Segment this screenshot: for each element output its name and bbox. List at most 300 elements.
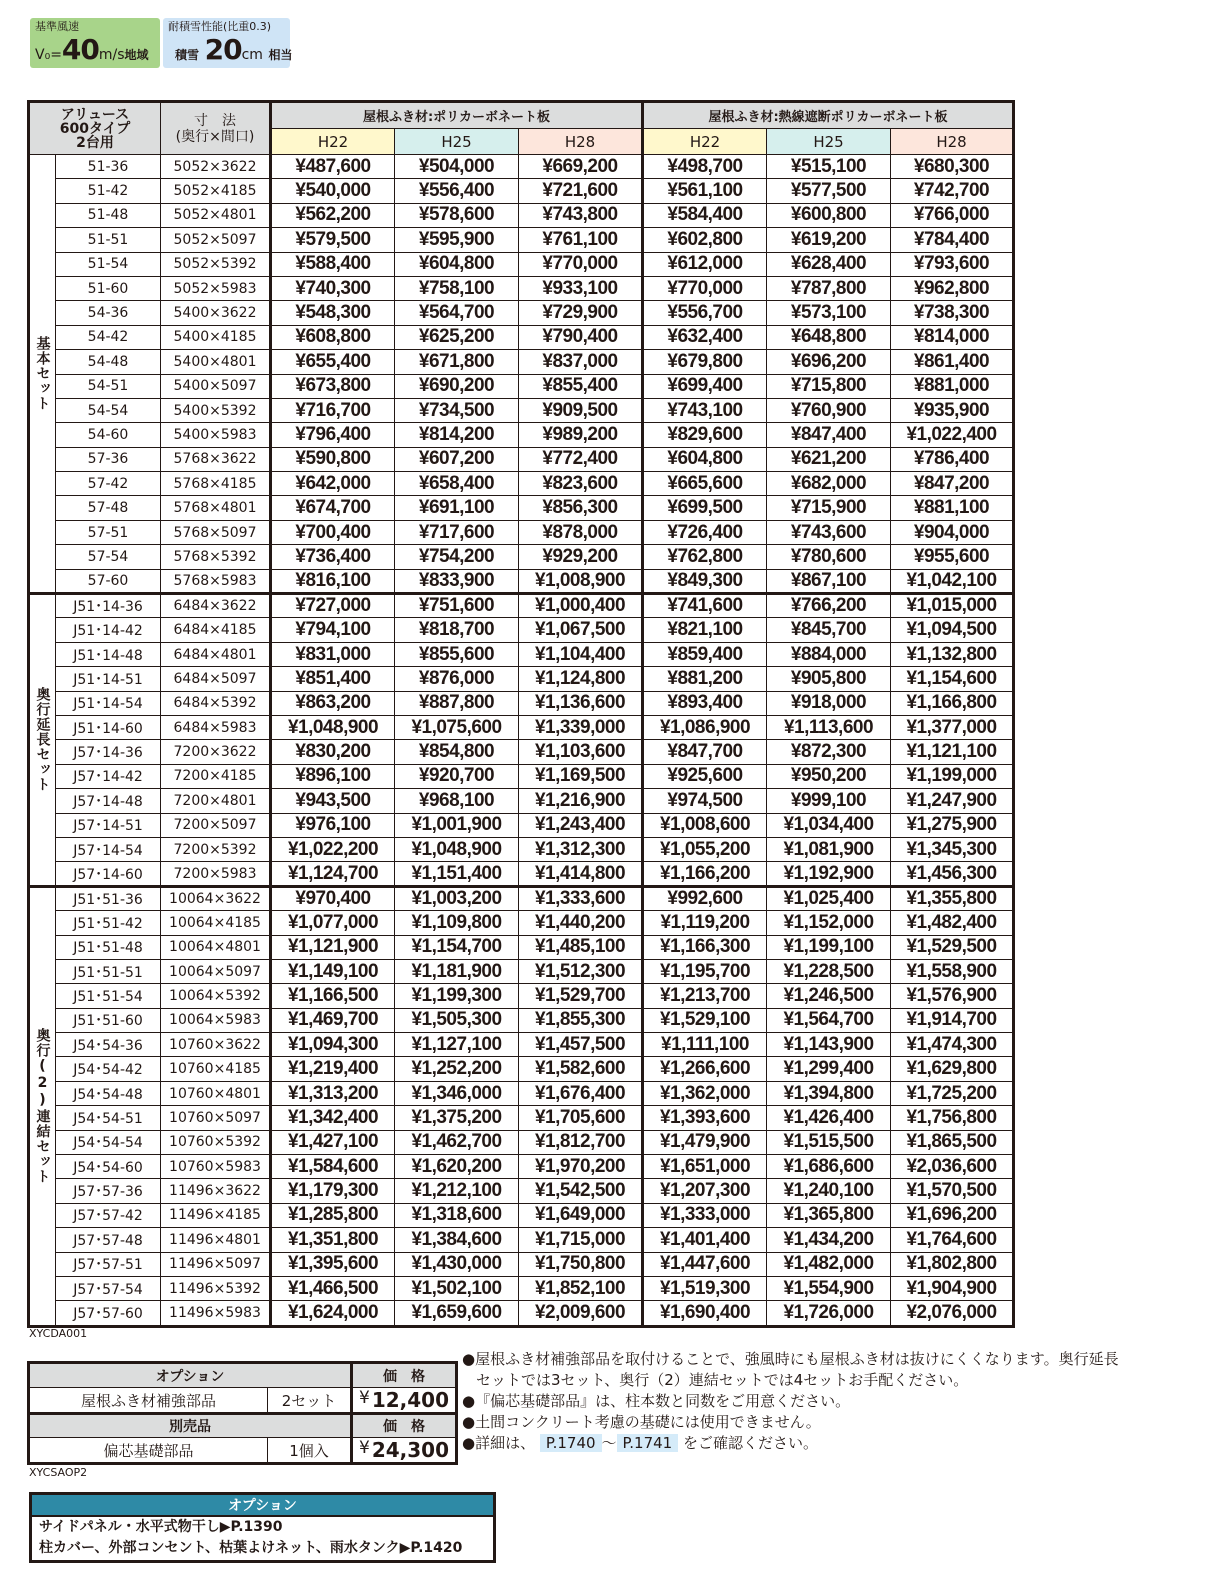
price-cell: ¥758,100 xyxy=(395,276,519,300)
price-cell: ¥1,022,200 xyxy=(271,837,395,861)
note-2: ●『偏芯基礎部品』は、柱本数と同数をご用意ください。 xyxy=(462,1392,851,1410)
price-cell: ¥619,200 xyxy=(767,228,891,252)
price-cell: ¥849,300 xyxy=(643,569,767,593)
price-cell: ¥1,195,700 xyxy=(643,959,767,983)
price-cell: ¥1,094,300 xyxy=(271,1033,395,1057)
note-1: ●屋根ふき材補強部品を取付けることで、強風時にも屋根ふき材は抜けにくくなります。奥行延長 xyxy=(462,1350,1119,1368)
price-cell: ¥833,900 xyxy=(395,569,519,593)
price-cell: ¥855,400 xyxy=(519,374,643,398)
size-cell: 10760×5983 xyxy=(161,1155,271,1179)
price-cell: ¥1,299,400 xyxy=(767,1057,891,1081)
wind-speed-label: 基準風速 xyxy=(35,20,79,33)
price-cell: ¥700,400 xyxy=(271,520,395,544)
price-cell: ¥727,000 xyxy=(271,594,395,618)
model-cell: 54-51 xyxy=(56,374,161,398)
price-cell: ¥604,800 xyxy=(643,447,767,471)
separate-item-qty: 1個入 xyxy=(268,1438,352,1463)
table-row xyxy=(30,496,1013,520)
table-row xyxy=(30,301,1013,325)
model-cell: J51･14-54 xyxy=(56,691,161,715)
size-cell: 10760×4801 xyxy=(161,1081,271,1105)
price-cell: ¥1,342,400 xyxy=(271,1106,395,1130)
price-cell: ¥1,075,600 xyxy=(395,715,519,739)
price-cell: ¥1,313,200 xyxy=(271,1081,395,1105)
price-cell: ¥935,900 xyxy=(891,398,1013,422)
table-row xyxy=(30,472,1013,496)
price-cell: ¥1,479,900 xyxy=(643,1130,767,1154)
price-cell: ¥1,151,400 xyxy=(395,862,519,886)
model-cell: J54･54-60 xyxy=(56,1155,161,1179)
price-cell: ¥556,400 xyxy=(395,179,519,203)
price-cell: ¥1,067,500 xyxy=(519,618,643,642)
price-cell: ¥1,109,800 xyxy=(395,911,519,935)
price-cell: ¥515,100 xyxy=(767,155,891,179)
price-cell: ¥1,651,000 xyxy=(643,1155,767,1179)
price-cell: ¥1,529,700 xyxy=(519,984,643,1008)
size-cell: 11496×4185 xyxy=(161,1203,271,1227)
price-cell: ¥847,700 xyxy=(643,740,767,764)
model-cell: J57･57-42 xyxy=(56,1203,161,1227)
price-cell: ¥780,600 xyxy=(767,545,891,569)
model-cell: 57-54 xyxy=(56,545,161,569)
price-cell: ¥1,228,500 xyxy=(767,959,891,983)
price-cell: ¥943,500 xyxy=(271,789,395,813)
price-cell: ¥847,200 xyxy=(891,472,1013,496)
price-cell: ¥1,143,900 xyxy=(767,1033,891,1057)
size-cell: 10064×3622 xyxy=(161,886,271,910)
table-row xyxy=(30,398,1013,422)
dimension-header: 寸 法 (奥行×間口) xyxy=(161,103,271,155)
table-row xyxy=(30,155,1013,179)
option-ref-line-1: サイドパネル・水平式物干し▶P.1390 xyxy=(39,1519,283,1535)
size-cell: 10760×4185 xyxy=(161,1057,271,1081)
size-cell: 5052×3622 xyxy=(161,155,271,179)
model-cell: 57-36 xyxy=(56,447,161,471)
price-cell: ¥680,300 xyxy=(891,155,1013,179)
table-row xyxy=(30,764,1013,788)
price-cell: ¥929,200 xyxy=(519,545,643,569)
model-cell: 57-51 xyxy=(56,520,161,544)
price-cell: ¥573,100 xyxy=(767,301,891,325)
price-cell: ¥578,600 xyxy=(395,203,519,227)
price-cell: ¥741,600 xyxy=(643,594,767,618)
price-cell: ¥1,576,900 xyxy=(891,984,1013,1008)
page-link-1740[interactable]: P.1740 xyxy=(540,1434,602,1452)
price-cell: ¥989,200 xyxy=(519,423,643,447)
price-cell: ¥1,086,900 xyxy=(643,715,767,739)
price-cell: ¥743,100 xyxy=(643,398,767,422)
table-row xyxy=(30,691,1013,715)
option-item-qty: 2セット xyxy=(268,1388,352,1414)
table-row xyxy=(30,886,1013,910)
size-cell: 10760×5097 xyxy=(161,1106,271,1130)
separate-item-name: 偏芯基礎部品 xyxy=(30,1438,268,1463)
price-cell: ¥867,100 xyxy=(767,569,891,593)
price-cell: ¥717,600 xyxy=(395,520,519,544)
price-cell: ¥504,000 xyxy=(395,155,519,179)
price-cell: ¥1,275,900 xyxy=(891,813,1013,837)
price-cell: ¥786,400 xyxy=(891,447,1013,471)
price-cell: ¥1,427,100 xyxy=(271,1130,395,1154)
price-cell: ¥1,705,600 xyxy=(519,1106,643,1130)
model-cell: J57･57-54 xyxy=(56,1276,161,1300)
price-cell: ¥604,800 xyxy=(395,252,519,276)
size-cell: 7200×5983 xyxy=(161,862,271,886)
price-cell: ¥607,200 xyxy=(395,447,519,471)
model-cell: 57-60 xyxy=(56,569,161,593)
model-cell: J51･51-48 xyxy=(56,935,161,959)
price-cell: ¥561,100 xyxy=(643,179,767,203)
option-item-name: 屋根ふき材補強部品 xyxy=(30,1388,268,1414)
model-cell: J54･54-48 xyxy=(56,1081,161,1105)
price-cell: ¥1,285,800 xyxy=(271,1203,395,1227)
price-cell: ¥1,802,800 xyxy=(891,1252,1013,1276)
price-cell: ¥1,474,300 xyxy=(891,1033,1013,1057)
size-cell: 5768×4185 xyxy=(161,472,271,496)
model-cell: 54-54 xyxy=(56,398,161,422)
price-cell: ¥847,400 xyxy=(767,423,891,447)
price-cell: ¥716,700 xyxy=(271,398,395,422)
set-group-label: 奥行(2)連結セット xyxy=(30,886,56,1325)
price-cell: ¥1,542,500 xyxy=(519,1179,643,1203)
price-cell: ¥814,000 xyxy=(891,325,1013,349)
model-cell: J54･54-36 xyxy=(56,1033,161,1057)
price-cell: ¥1,505,300 xyxy=(395,1008,519,1032)
price-cell: ¥556,700 xyxy=(643,301,767,325)
price-cell: ¥726,400 xyxy=(643,520,767,544)
price-cell: ¥1,166,300 xyxy=(643,935,767,959)
snow-load-label: 耐積雪性能(比重0.3) xyxy=(168,20,272,33)
price-cell: ¥1,015,000 xyxy=(891,594,1013,618)
price-cell: ¥1,584,600 xyxy=(271,1155,395,1179)
price-cell: ¥721,600 xyxy=(519,179,643,203)
price-cell: ¥1,414,800 xyxy=(519,862,643,886)
price-cell: ¥876,000 xyxy=(395,667,519,691)
price-cell: ¥784,400 xyxy=(891,228,1013,252)
price-cell: ¥2,036,600 xyxy=(891,1155,1013,1179)
price-cell: ¥760,900 xyxy=(767,398,891,422)
price-cell: ¥738,300 xyxy=(891,301,1013,325)
price-cell: ¥1,482,000 xyxy=(767,1252,891,1276)
price-cell: ¥1,620,200 xyxy=(395,1155,519,1179)
option-ref-line-2: 柱カバー、外部コンセント、枯葉よけネット、雨水タンク▶P.1420 xyxy=(39,1540,463,1556)
table-row xyxy=(30,423,1013,447)
price-cell: ¥1,515,500 xyxy=(767,1130,891,1154)
price-cell: ¥1,333,000 xyxy=(643,1203,767,1227)
page-link-1741[interactable]: P.1741 xyxy=(617,1434,679,1452)
size-cell: 10760×3622 xyxy=(161,1033,271,1057)
price-cell: ¥766,000 xyxy=(891,203,1013,227)
price-cell: ¥696,200 xyxy=(767,350,891,374)
price-cell: ¥1,055,200 xyxy=(643,837,767,861)
price-cell: ¥1,351,800 xyxy=(271,1228,395,1252)
price-cell: ¥632,400 xyxy=(643,325,767,349)
price-cell: ¥1,243,400 xyxy=(519,813,643,837)
snow-load-value: 積雪 20cm 相当 xyxy=(175,33,293,66)
price-cell: ¥1,136,600 xyxy=(519,691,643,715)
table-row xyxy=(30,228,1013,252)
price-cell: ¥770,000 xyxy=(519,252,643,276)
price-cell: ¥1,104,400 xyxy=(519,642,643,666)
price-cell: ¥787,800 xyxy=(767,276,891,300)
size-cell: 7200×4801 xyxy=(161,789,271,813)
table-row xyxy=(30,1008,1013,1032)
price-cell: ¥602,800 xyxy=(643,228,767,252)
price-cell: ¥1,659,600 xyxy=(395,1301,519,1325)
price-cell: ¥1,022,400 xyxy=(891,423,1013,447)
price-cell: ¥837,000 xyxy=(519,350,643,374)
price-cell: ¥577,500 xyxy=(767,179,891,203)
table-row xyxy=(30,350,1013,374)
price-cell: ¥1,725,200 xyxy=(891,1081,1013,1105)
price-cell: ¥621,200 xyxy=(767,447,891,471)
price-cell: ¥1,094,500 xyxy=(891,618,1013,642)
price-cell: ¥1,003,200 xyxy=(395,886,519,910)
table-row xyxy=(30,447,1013,471)
price-cell: ¥1,169,500 xyxy=(519,764,643,788)
model-cell: J57･57-51 xyxy=(56,1252,161,1276)
price-cell: ¥1,166,500 xyxy=(271,984,395,1008)
price-cell: ¥1,345,300 xyxy=(891,837,1013,861)
price-cell: ¥648,800 xyxy=(767,325,891,349)
size-cell: 7200×5392 xyxy=(161,837,271,861)
price-cell: ¥884,000 xyxy=(767,642,891,666)
table-row xyxy=(30,1301,1013,1325)
price-cell: ¥920,700 xyxy=(395,764,519,788)
price-cell: ¥1,904,900 xyxy=(891,1276,1013,1300)
price-cell: ¥814,200 xyxy=(395,423,519,447)
price-cell: ¥881,000 xyxy=(891,374,1013,398)
price-cell: ¥734,500 xyxy=(395,398,519,422)
size-cell: 5768×5392 xyxy=(161,545,271,569)
price-cell: ¥1,440,200 xyxy=(519,911,643,935)
price-cell: ¥1,852,100 xyxy=(519,1276,643,1300)
model-cell: J57･14-48 xyxy=(56,789,161,813)
price-cell: ¥1,564,700 xyxy=(767,1008,891,1032)
price-cell: ¥829,600 xyxy=(643,423,767,447)
price-cell: ¥1,001,900 xyxy=(395,813,519,837)
model-cell: 51-36 xyxy=(56,155,161,179)
table-row xyxy=(30,642,1013,666)
model-cell: J57･57-36 xyxy=(56,1179,161,1203)
price-cell: ¥1,207,300 xyxy=(643,1179,767,1203)
table-row xyxy=(30,374,1013,398)
table-row xyxy=(30,1057,1013,1081)
height-header-h28: H28 xyxy=(891,129,1013,155)
size-cell: 10064×5392 xyxy=(161,984,271,1008)
price-cell: ¥1,119,200 xyxy=(643,911,767,935)
price-cell: ¥1,726,000 xyxy=(767,1301,891,1325)
price-cell: ¥1,482,400 xyxy=(891,911,1013,935)
table-row xyxy=(30,911,1013,935)
price-cell: ¥1,246,500 xyxy=(767,984,891,1008)
size-cell: 11496×5983 xyxy=(161,1301,271,1325)
note-1-continued: セットでは3セット、奥行（2）連結セットでは4セットお手配ください。 xyxy=(476,1371,969,1389)
size-cell: 5768×4801 xyxy=(161,496,271,520)
price-cell: ¥673,800 xyxy=(271,374,395,398)
price-cell: ¥1,469,700 xyxy=(271,1008,395,1032)
price-cell: ¥1,166,200 xyxy=(643,862,767,886)
price-cell: ¥1,362,000 xyxy=(643,1081,767,1105)
price-cell: ¥671,800 xyxy=(395,350,519,374)
price-cell: ¥742,700 xyxy=(891,179,1013,203)
price-cell: ¥564,700 xyxy=(395,301,519,325)
price-cell: ¥1,240,100 xyxy=(767,1179,891,1203)
price-cell: ¥1,764,600 xyxy=(891,1228,1013,1252)
size-cell: 6484×5392 xyxy=(161,691,271,715)
price-cell: ¥772,400 xyxy=(519,447,643,471)
price-cell: ¥669,200 xyxy=(519,155,643,179)
size-cell: 5052×4185 xyxy=(161,179,271,203)
price-cell: ¥590,800 xyxy=(271,447,395,471)
price-cell: ¥1,213,700 xyxy=(643,984,767,1008)
table-row xyxy=(30,740,1013,764)
price-cell: ¥1,377,000 xyxy=(891,715,1013,739)
price-cell: ¥955,600 xyxy=(891,545,1013,569)
price-cell: ¥642,000 xyxy=(271,472,395,496)
price-cell: ¥1,512,300 xyxy=(519,959,643,983)
model-cell: J51･51-51 xyxy=(56,959,161,983)
price-cell: ¥762,800 xyxy=(643,545,767,569)
price-cell: ¥1,042,100 xyxy=(891,569,1013,593)
price-cell: ¥823,600 xyxy=(519,472,643,496)
price-cell: ¥1,395,600 xyxy=(271,1252,395,1276)
price-cell: ¥608,800 xyxy=(271,325,395,349)
price-cell: ¥1,401,400 xyxy=(643,1228,767,1252)
size-cell: 7200×4185 xyxy=(161,764,271,788)
price-cell: ¥1,266,600 xyxy=(643,1057,767,1081)
price-cell: ¥933,100 xyxy=(519,276,643,300)
price-cell: ¥893,400 xyxy=(643,691,767,715)
price-cell: ¥992,600 xyxy=(643,886,767,910)
price-cell: ¥821,100 xyxy=(643,618,767,642)
price-cell: ¥830,200 xyxy=(271,740,395,764)
price-cell: ¥751,600 xyxy=(395,594,519,618)
size-cell: 7200×3622 xyxy=(161,740,271,764)
price-cell: ¥1,690,400 xyxy=(643,1301,767,1325)
product-header: アリュース 600タイプ 2台用 xyxy=(30,103,161,155)
model-cell: J51･51-54 xyxy=(56,984,161,1008)
price-cell: ¥974,500 xyxy=(643,789,767,813)
model-cell: J51･51-60 xyxy=(56,1008,161,1032)
price-cell: ¥1,970,200 xyxy=(519,1155,643,1179)
model-cell: J54･54-54 xyxy=(56,1130,161,1154)
table-row xyxy=(30,1081,1013,1105)
size-cell: 11496×3622 xyxy=(161,1179,271,1203)
model-cell: J51･14-60 xyxy=(56,715,161,739)
table-row xyxy=(30,1179,1013,1203)
table-row xyxy=(30,862,1013,886)
price-cell: ¥682,000 xyxy=(767,472,891,496)
price-cell: ¥699,400 xyxy=(643,374,767,398)
separate-item-price: ¥ 24,300 xyxy=(352,1438,456,1463)
price-cell: ¥679,800 xyxy=(643,350,767,374)
set-group-label: 基本セット xyxy=(30,155,56,594)
wind-speed-badge xyxy=(30,18,160,68)
material-header-polycarbonate: 屋根ふき材:ポリカーボネート板 xyxy=(271,103,643,129)
price-cell: ¥878,000 xyxy=(519,520,643,544)
options-table-code: XYCSAOP2 xyxy=(29,1466,88,1479)
price-cell: ¥658,400 xyxy=(395,472,519,496)
price-cell: ¥1,077,000 xyxy=(271,911,395,935)
price-cell: ¥793,600 xyxy=(891,252,1013,276)
table-row xyxy=(30,569,1013,593)
price-cell: ¥861,400 xyxy=(891,350,1013,374)
price-cell: ¥562,200 xyxy=(271,203,395,227)
table-row xyxy=(30,667,1013,691)
option-reference-box xyxy=(29,1492,496,1563)
price-cell: ¥881,100 xyxy=(891,496,1013,520)
size-cell: 7200×5097 xyxy=(161,813,271,837)
table-row xyxy=(30,1203,1013,1227)
price-cell: ¥770,000 xyxy=(643,276,767,300)
price-cell: ¥743,600 xyxy=(767,520,891,544)
price-cell: ¥1,750,800 xyxy=(519,1252,643,1276)
table-row xyxy=(30,1130,1013,1154)
table-row xyxy=(30,1228,1013,1252)
price-cell: ¥1,502,100 xyxy=(395,1276,519,1300)
price-cell: ¥872,300 xyxy=(767,740,891,764)
price-cell: ¥1,333,600 xyxy=(519,886,643,910)
model-cell: J57･57-60 xyxy=(56,1301,161,1325)
price-cell: ¥1,048,900 xyxy=(271,715,395,739)
price-cell: ¥1,000,400 xyxy=(519,594,643,618)
price-cell: ¥855,600 xyxy=(395,642,519,666)
table-row xyxy=(30,1155,1013,1179)
price-cell: ¥999,100 xyxy=(767,789,891,813)
price-cell: ¥766,200 xyxy=(767,594,891,618)
table-row xyxy=(30,618,1013,642)
price-cell: ¥1,339,000 xyxy=(519,715,643,739)
price-cell: ¥1,914,700 xyxy=(891,1008,1013,1032)
option-item-price: ¥ 12,400 xyxy=(352,1388,456,1414)
note-3: ●土間コンクリート考慮の基礎には使用できません。 xyxy=(462,1413,821,1431)
table-row xyxy=(30,935,1013,959)
price-cell: ¥612,000 xyxy=(643,252,767,276)
size-cell: 11496×5097 xyxy=(161,1252,271,1276)
price-cell: ¥761,100 xyxy=(519,228,643,252)
size-cell: 5400×5983 xyxy=(161,423,271,447)
model-cell: J57･14-60 xyxy=(56,862,161,886)
model-cell: J57･14-54 xyxy=(56,837,161,861)
price-cell: ¥962,800 xyxy=(891,276,1013,300)
price-cell: ¥579,500 xyxy=(271,228,395,252)
size-cell: 5400×4185 xyxy=(161,325,271,349)
price-cell: ¥674,700 xyxy=(271,496,395,520)
price-table xyxy=(29,102,1013,1326)
model-cell: J51･14-48 xyxy=(56,642,161,666)
price-cell: ¥1,252,200 xyxy=(395,1057,519,1081)
price-cell: ¥1,111,100 xyxy=(643,1033,767,1057)
size-cell: 5400×5392 xyxy=(161,398,271,422)
price-cell: ¥1,318,600 xyxy=(395,1203,519,1227)
table-row xyxy=(30,1276,1013,1300)
price-cell: ¥1,199,100 xyxy=(767,935,891,959)
price-cell: ¥1,756,800 xyxy=(891,1106,1013,1130)
price-cell: ¥1,554,900 xyxy=(767,1276,891,1300)
table-row xyxy=(30,837,1013,861)
price-cell: ¥816,100 xyxy=(271,569,395,593)
price-cell: ¥691,100 xyxy=(395,496,519,520)
price-cell: ¥1,132,800 xyxy=(891,642,1013,666)
model-cell: J57･14-42 xyxy=(56,764,161,788)
model-cell: J57･14-36 xyxy=(56,740,161,764)
price-cell: ¥1,113,600 xyxy=(767,715,891,739)
price-cell: ¥1,715,000 xyxy=(519,1228,643,1252)
options-price-table xyxy=(29,1363,456,1463)
size-cell: 5052×4801 xyxy=(161,203,271,227)
price-cell: ¥1,181,900 xyxy=(395,959,519,983)
